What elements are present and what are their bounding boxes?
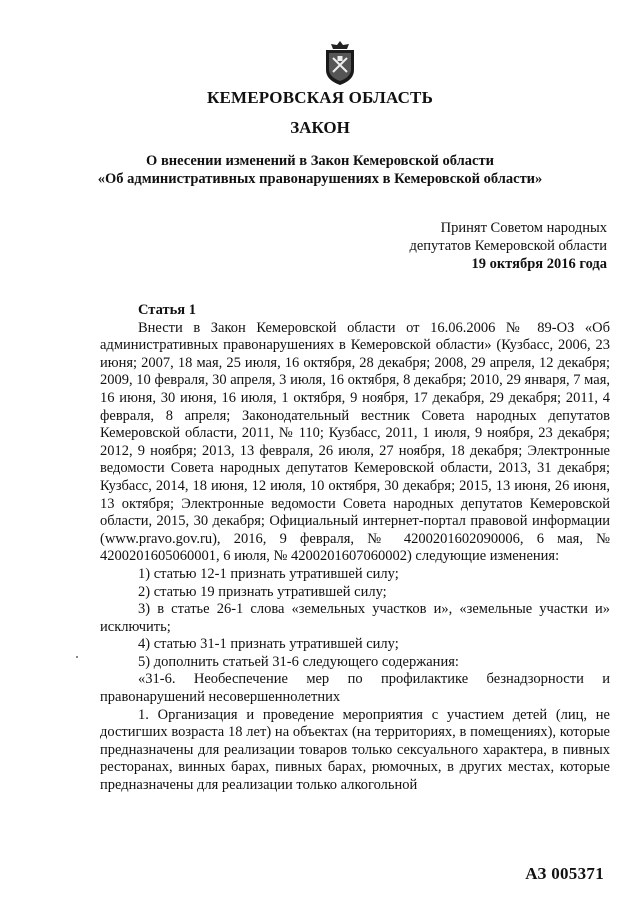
adoption-block bbox=[409, 219, 607, 273]
article-intro: Внести в Закон Кемеровской области от 16.06.2006 № 89-ОЗ «Об административных правонарушениях в Кемеровской области» (Кузбасс, 2006, 23 июня; 2007, 18 мая, 25 июля, 16 октября, 28 декабря; 2008, 29 апреля, 12 декабря; 2009, 10 февраля, 30 апреля, 3 июля, 16 октября, 8 декабря; 2010, 29 января, 7 мая, 16 июня, 30 июня, 16 июля, 1 октября, 9 ноября, 17 декабря, 29 декабря; 2011, 4 февраля, 8 апреля; Законодательный вестник Совета народных депутатов Кемеровской области, 2011, № 110; Кузбасс, 2011, 1 июля, 9 ноября, 23 декабря; 2012, 9 ноября; 2013, 13 февраля, 26 июля, 27 ноября, 18 декабря; Электронные ведомости Совета народных депутатов Кемеровской области, 2013, 31 декабря; Кузбасс, 2014, 18 июня, 12 июля, 10 октября, 30 декабря; 2015, 13 июня, 26 июня, 13 октября; Электронные ведомости Совета народных депутатов Кемеровской области, 2015, 30 декабря; Официальный интернет-портал правовой информации (www.pravo.gov.ru), 2016, 9 февраля, № 4200201602090006, 6 мая, № 4200201605060001, 6 июля, № 4200201607060002) следующие изменения: bbox=[100, 319, 610, 565]
adoption-line-2: депутатов Кемеровской области bbox=[409, 238, 607, 254]
adoption-date: 19 октября 2016 года bbox=[471, 256, 607, 272]
list-item: 3) в статье 26-1 слова «земельных участков и», «земельные участки и» исключить; bbox=[100, 601, 610, 635]
list-item: 2) статью 19 признать утратившей силу; bbox=[138, 583, 387, 600]
list-item: 4) статью 31-1 признать утратившей силу; bbox=[138, 636, 399, 653]
form-serial-number: АЗ 005371 bbox=[525, 864, 604, 883]
region-name: КЕМЕРОВСКАЯ ОБЛАСТЬ bbox=[206, 88, 434, 107]
document-type: ЗАКОН bbox=[290, 118, 350, 137]
list-item: 5) дополнить статьей 31-6 следующего содержания: bbox=[138, 653, 459, 670]
new-article-title: «31-6. Необеспечение мер по профилактике безнадзорности и правонарушений несовершеннолетних bbox=[100, 671, 610, 706]
coat-of-arms-emblem bbox=[322, 40, 358, 86]
adoption-line-1: Принят Советом народных bbox=[440, 220, 607, 236]
document-title-line-2: «Об административных правонарушениях в Кемеровской области» bbox=[97, 171, 543, 187]
article-body bbox=[100, 302, 610, 795]
article-heading: Статья 1 bbox=[138, 302, 196, 318]
new-article-paragraph-1: 1. Организация и проведение мероприятия с участием детей (лиц, не достигших возраста 18 лет) на объектах (на территориях, в помещениях), которые предназначены для реализации товаров только сексуального характера, в пивных ресторанах, винных барах, пивных барах, рюмочных, в других местах, которые предназначены для реализации только алкогольной bbox=[100, 706, 610, 794]
document-title bbox=[0, 152, 640, 188]
document-title-line-1: О внесении изменений в Закон Кемеровской области bbox=[146, 153, 494, 169]
list-item: 1) статью 12-1 признать утратившей силу; bbox=[138, 565, 399, 582]
margin-mark bbox=[76, 656, 78, 658]
